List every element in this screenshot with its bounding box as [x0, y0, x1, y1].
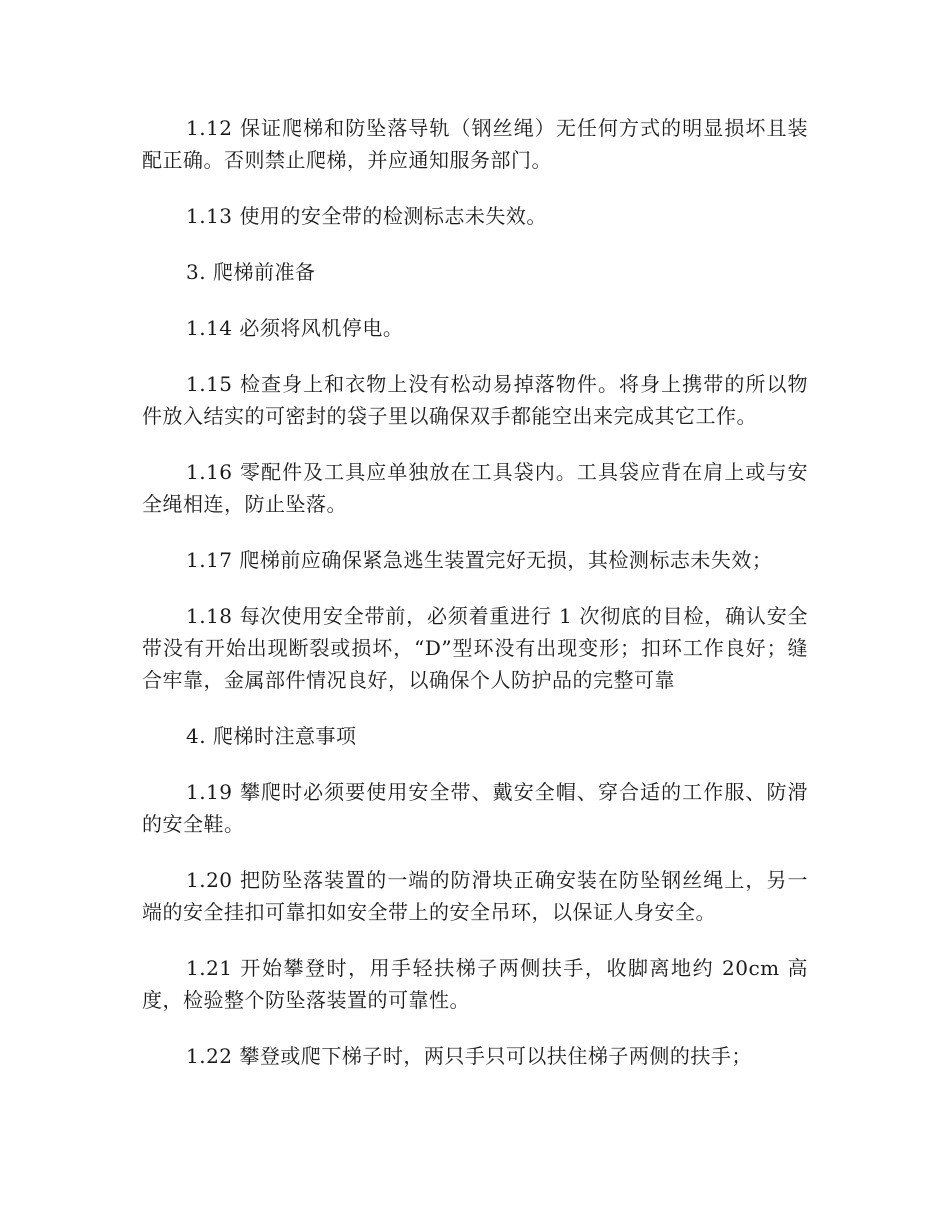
- section-heading-3: 3. 爬梯前准备: [186, 260, 316, 284]
- document-body: [142, 112, 808, 1096]
- paragraph-1-19: 1.19 攀爬时必须要使用安全带、戴安全帽、穿合适的工作服、防滑的安全鞋。: [142, 780, 808, 836]
- paragraph-1-16: 1.16 零配件及工具应单独放在工具袋内。工具袋应背在肩上或与安全绳相连，防止坠落。: [142, 460, 808, 516]
- paragraph-1-13: 1.13 使用的安全带的检测标志未失效。: [186, 204, 547, 228]
- paragraph-1-15: 1.15 检查身上和衣物上没有松动易掉落物件。将身上携带的所以物件放入结实的可密封的袋子里以确保双手都能空出来完成其它工作。: [142, 372, 808, 428]
- paragraph-1-22: 1.22 攀登或爬下梯子时，两只手只可以扶住梯子两侧的扶手；: [186, 1044, 752, 1068]
- paragraph-1-17: 1.17 爬梯前应确保紧急逃生装置完好无损，其检测标志未失效；: [186, 548, 773, 572]
- section-heading-4: 4. 爬梯时注意事项: [186, 724, 357, 748]
- paragraph-1-21: 1.21 开始攀登时，用手轻扶梯子两侧扶手，收脚离地约 20cm 高度，检验整个防坠落装置的可靠性。: [142, 956, 808, 1012]
- paragraph-1-14: 1.14 必须将风机停电。: [186, 316, 404, 340]
- paragraph-1-12: 1.12 保证爬梯和防坠落导轨（钢丝绳）无任何方式的明显损坏且装配正确。否则禁止爬梯，并应通知服务部门。: [142, 116, 808, 172]
- paragraph-1-18: 1.18 每次使用安全带前，必须着重进行 1 次彻底的目检，确认安全带没有开始出现断裂或损坏，“D”型环没有出现变形；扣环工作良好；缝合牢靠，金属部件情况良好，以确保个人防护品的完整可靠: [142, 604, 808, 692]
- paragraph-1-20: 1.20 把防坠落装置的一端的防滑块正确安装在防坠钢丝绳上，另一端的安全挂扣可靠扣如安全带上的安全吊环，以保证人身安全。: [142, 868, 808, 924]
